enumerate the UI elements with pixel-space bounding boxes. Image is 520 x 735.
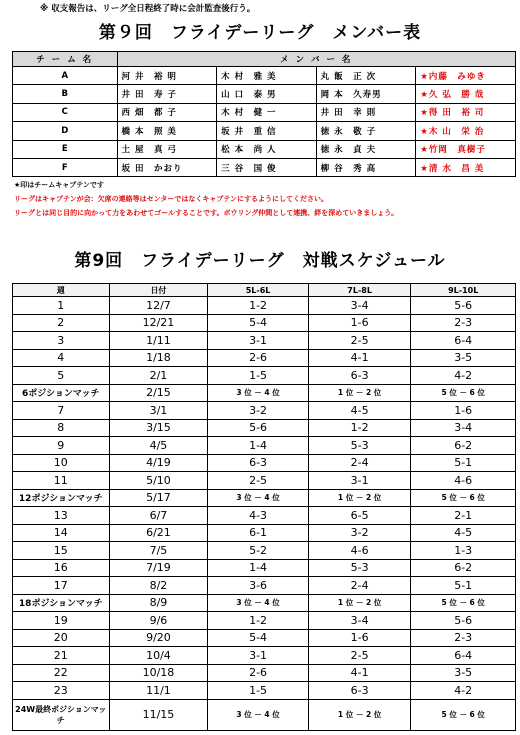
lane-7-8-column-header: 7L-8L <box>308 284 411 297</box>
week-cell: 20 <box>13 629 110 647</box>
schedule-row <box>13 402 516 420</box>
date-cell: 9/6 <box>109 612 208 630</box>
team-name: A <box>13 67 118 85</box>
schedule-row <box>13 629 516 647</box>
week-cell: 10 <box>13 454 110 472</box>
member-name: 橋 本 照 美 <box>117 122 217 140</box>
week-cell: 23 <box>13 682 110 700</box>
schedule-row <box>13 559 516 577</box>
date-cell: 10/18 <box>109 664 208 682</box>
lane-5-6-match: 2-6 <box>208 664 309 682</box>
captain-legend: ★印はチームキャプテンです <box>14 181 104 189</box>
lane-7-8-match: 1-6 <box>308 314 411 332</box>
week-cell: 8 <box>13 419 110 437</box>
lane-7-8-match: 2-5 <box>308 332 411 350</box>
member-name: 坂 田 かおり <box>117 158 217 176</box>
lane-7-8-match: 1-2 <box>308 419 411 437</box>
member-name: 山 口 泰 男 <box>217 85 317 103</box>
lane-7-8-match: 5-3 <box>308 437 411 455</box>
lane-9-10-column-header: 9L-10L <box>411 284 516 297</box>
lane-5-6-match: 3 位 － 4 位 <box>208 594 309 612</box>
lane-9-10-match: 5-1 <box>411 454 516 472</box>
members-column-header: メ ン バ ー 名 <box>117 52 516 67</box>
lane-9-10-match: 5-1 <box>411 577 516 595</box>
lane-9-10-match: 6-2 <box>411 559 516 577</box>
lane-7-8-match: 3-1 <box>308 472 411 490</box>
league-spirit-note: リーグとは同じ目的に向かって力をあわせてゴールすることです。ボウリング仲間として連携、絆を深めていきましょう。 <box>14 209 399 217</box>
week-cell: 9 <box>13 437 110 455</box>
date-cell: 12/7 <box>109 297 208 315</box>
date-cell: 4/5 <box>109 437 208 455</box>
schedule-row <box>13 349 516 367</box>
week-cell: 19 <box>13 612 110 630</box>
week-cell: 3 <box>13 332 110 350</box>
lane-9-10-match: 4-6 <box>411 472 516 490</box>
lane-5-6-match: 1-4 <box>208 559 309 577</box>
lane-9-10-match: 2-1 <box>411 507 516 525</box>
date-cell: 7/19 <box>109 559 208 577</box>
date-cell: 2/1 <box>109 367 208 385</box>
week-cell: 24W最終ポジションマッチ <box>13 699 110 730</box>
schedule-table <box>12 283 516 731</box>
team-row <box>13 140 516 158</box>
member-name: 丸 飯 正 次 <box>316 67 416 85</box>
lane-7-8-match: 4-1 <box>308 349 411 367</box>
date-cell: 12/21 <box>109 314 208 332</box>
lane-5-6-match: 2-6 <box>208 349 309 367</box>
schedule-row <box>13 577 516 595</box>
lane-7-8-match: 1 位 － 2 位 <box>308 699 411 730</box>
lane-7-8-match: 1 位 － 2 位 <box>308 384 411 402</box>
member-name: 岡 本 久寿男 <box>316 85 416 103</box>
team-name: C <box>13 103 118 121</box>
date-cell: 6/21 <box>109 524 208 542</box>
schedule-row <box>13 384 516 402</box>
schedule-row <box>13 437 516 455</box>
lane-7-8-match: 3-2 <box>308 524 411 542</box>
lane-5-6-match: 5-4 <box>208 629 309 647</box>
lane-9-10-match: 1-6 <box>411 402 516 420</box>
lane-5-6-match: 3 位 － 4 位 <box>208 699 309 730</box>
lane-5-6-match: 1-2 <box>208 612 309 630</box>
date-cell: 9/20 <box>109 629 208 647</box>
date-cell: 10/4 <box>109 647 208 665</box>
lane-9-10-match: 3-5 <box>411 664 516 682</box>
captain-name: ★得 田 裕 司 <box>416 103 516 121</box>
member-name: 徳 永 貞 夫 <box>316 140 416 158</box>
lane-5-6-match: 6-1 <box>208 524 309 542</box>
lane-5-6-match: 3-6 <box>208 577 309 595</box>
lane-9-10-match: 6-4 <box>411 647 516 665</box>
week-cell: 22 <box>13 664 110 682</box>
member-name: 河 井 裕 明 <box>117 67 217 85</box>
schedule-row <box>13 489 516 507</box>
team-row <box>13 122 516 140</box>
date-cell: 8/2 <box>109 577 208 595</box>
lane-9-10-match: 4-5 <box>411 524 516 542</box>
schedule-row <box>13 647 516 665</box>
team-row <box>13 158 516 176</box>
lane-5-6-match: 2-5 <box>208 472 309 490</box>
lane-5-6-match: 5-2 <box>208 542 309 560</box>
date-cell: 5/17 <box>109 489 208 507</box>
member-name: 西 畑 都 子 <box>117 103 217 121</box>
captain-name: ★清 水 昌 美 <box>416 158 516 176</box>
lane-7-8-match: 1 位 － 2 位 <box>308 489 411 507</box>
schedule-row <box>13 314 516 332</box>
captain-name: ★内藤 みゆき <box>416 67 516 85</box>
week-cell: 16 <box>13 559 110 577</box>
lane-9-10-match: 5 位 － 6 位 <box>411 594 516 612</box>
lane-5-6-match: 1-4 <box>208 437 309 455</box>
lane-5-6-match: 5-4 <box>208 314 309 332</box>
member-name: 坂 井 重 信 <box>217 122 317 140</box>
lane-7-8-match: 4-1 <box>308 664 411 682</box>
lane-9-10-match: 1-3 <box>411 542 516 560</box>
team-name: F <box>13 158 118 176</box>
week-cell: 14 <box>13 524 110 542</box>
week-column-header: 週 <box>13 284 110 297</box>
date-cell: 8/9 <box>109 594 208 612</box>
lane-5-6-match: 3-1 <box>208 647 309 665</box>
schedule-row <box>13 699 516 730</box>
member-name: 木 村 健 一 <box>217 103 317 121</box>
settlement-note: ※ 収支報告は、リーグ全日程終了時に会計監査後行う。 <box>40 4 256 14</box>
date-cell: 3/1 <box>109 402 208 420</box>
lane-5-6-match: 1-5 <box>208 682 309 700</box>
team-row <box>13 103 516 121</box>
lane-7-8-match: 6-3 <box>308 367 411 385</box>
lane-7-8-match: 3-4 <box>308 612 411 630</box>
member-table-title: 第９回 フライデーリーグ メンバー表 <box>98 23 422 43</box>
week-cell: 18ポジションマッチ <box>13 594 110 612</box>
member-name: 三 谷 国 俊 <box>217 158 317 176</box>
schedule-row <box>13 524 516 542</box>
week-cell: 11 <box>13 472 110 490</box>
team-row <box>13 85 516 103</box>
lane-7-8-match: 4-6 <box>308 542 411 560</box>
week-cell: 2 <box>13 314 110 332</box>
date-cell: 2/15 <box>109 384 208 402</box>
lane-7-8-match: 6-5 <box>308 507 411 525</box>
lane-7-8-match: 2-4 <box>308 577 411 595</box>
schedule-row <box>13 507 516 525</box>
lane-9-10-match: 4-2 <box>411 682 516 700</box>
team-row <box>13 67 516 85</box>
week-cell: 15 <box>13 542 110 560</box>
date-cell: 11/1 <box>109 682 208 700</box>
member-name: 松 本 尚 人 <box>217 140 317 158</box>
lane-9-10-match: 3-5 <box>411 349 516 367</box>
lane-7-8-match: 1-6 <box>308 629 411 647</box>
captain-name: ★竹岡 真樹子 <box>416 140 516 158</box>
schedule-title: 第9回 フライデーリーグ 対戦スケジュール <box>74 251 446 271</box>
team-name: E <box>13 140 118 158</box>
contact-note: リーグはキャプテンが会：欠席の連絡等はセンターではなくキャプテンにするようにしてください。 <box>14 195 329 203</box>
lane-9-10-match: 5 位 － 6 位 <box>411 489 516 507</box>
week-cell: 12ポジションマッチ <box>13 489 110 507</box>
date-cell: 1/18 <box>109 349 208 367</box>
member-name: 徳 永 敬 子 <box>316 122 416 140</box>
date-cell: 4/19 <box>109 454 208 472</box>
lane-5-6-match: 3 位 － 4 位 <box>208 384 309 402</box>
schedule-row <box>13 664 516 682</box>
lane-9-10-match: 5-6 <box>411 297 516 315</box>
schedule-header-row <box>13 284 516 297</box>
lane-7-8-match: 1 位 － 2 位 <box>308 594 411 612</box>
date-cell: 1/11 <box>109 332 208 350</box>
lane-9-10-match: 2-3 <box>411 629 516 647</box>
week-cell: 4 <box>13 349 110 367</box>
team-column-header: チ ー ム 名 <box>13 52 118 67</box>
schedule-row <box>13 682 516 700</box>
member-table <box>12 51 516 177</box>
week-cell: 7 <box>13 402 110 420</box>
lane-7-8-match: 2-5 <box>308 647 411 665</box>
lane-5-6-match: 3 位 － 4 位 <box>208 489 309 507</box>
schedule-row <box>13 542 516 560</box>
lane-5-6-match: 6-3 <box>208 454 309 472</box>
date-cell: 6/7 <box>109 507 208 525</box>
lane-9-10-match: 3-4 <box>411 419 516 437</box>
week-cell: 1 <box>13 297 110 315</box>
week-cell: 5 <box>13 367 110 385</box>
week-cell: 21 <box>13 647 110 665</box>
lane-5-6-match: 3-1 <box>208 332 309 350</box>
lane-7-8-match: 3-4 <box>308 297 411 315</box>
team-name: D <box>13 122 118 140</box>
schedule-row <box>13 297 516 315</box>
lane-9-10-match: 6-4 <box>411 332 516 350</box>
date-cell: 3/15 <box>109 419 208 437</box>
lane-9-10-match: 2-3 <box>411 314 516 332</box>
lane-7-8-match: 4-5 <box>308 402 411 420</box>
lane-9-10-match: 4-2 <box>411 367 516 385</box>
member-name: 木 村 雅 美 <box>217 67 317 85</box>
member-name: 土 屋 真 弓 <box>117 140 217 158</box>
captain-name: ★久 弘 勝 哉 <box>416 85 516 103</box>
schedule-row <box>13 594 516 612</box>
schedule-row <box>13 472 516 490</box>
team-name: B <box>13 85 118 103</box>
lane-9-10-match: 5-6 <box>411 612 516 630</box>
member-table-header <box>13 52 516 67</box>
lane-5-6-match: 1-2 <box>208 297 309 315</box>
date-cell: 5/10 <box>109 472 208 490</box>
lane-9-10-match: 5 位 － 6 位 <box>411 699 516 730</box>
member-name: 柳 谷 秀 高 <box>316 158 416 176</box>
schedule-row <box>13 367 516 385</box>
date-cell: 7/5 <box>109 542 208 560</box>
lane-7-8-match: 5-3 <box>308 559 411 577</box>
date-cell: 11/15 <box>109 699 208 730</box>
lane-9-10-match: 5 位 － 6 位 <box>411 384 516 402</box>
lane-7-8-match: 2-4 <box>308 454 411 472</box>
schedule-row <box>13 419 516 437</box>
week-cell: 6ポジションマッチ <box>13 384 110 402</box>
lane-7-8-match: 6-3 <box>308 682 411 700</box>
lane-5-6-match: 3-2 <box>208 402 309 420</box>
lane-5-6-match: 4-3 <box>208 507 309 525</box>
captain-name: ★木 山 栄 治 <box>416 122 516 140</box>
lane-5-6-match: 5-6 <box>208 419 309 437</box>
lane-5-6-column-header: 5L-6L <box>208 284 309 297</box>
week-cell: 17 <box>13 577 110 595</box>
member-name: 井 田 幸 則 <box>316 103 416 121</box>
member-name: 井 田 寿 子 <box>117 85 217 103</box>
date-column-header: 日付 <box>109 284 208 297</box>
week-cell: 13 <box>13 507 110 525</box>
lane-9-10-match: 6-2 <box>411 437 516 455</box>
lane-5-6-match: 1-5 <box>208 367 309 385</box>
schedule-row <box>13 454 516 472</box>
schedule-row <box>13 332 516 350</box>
schedule-row <box>13 612 516 630</box>
